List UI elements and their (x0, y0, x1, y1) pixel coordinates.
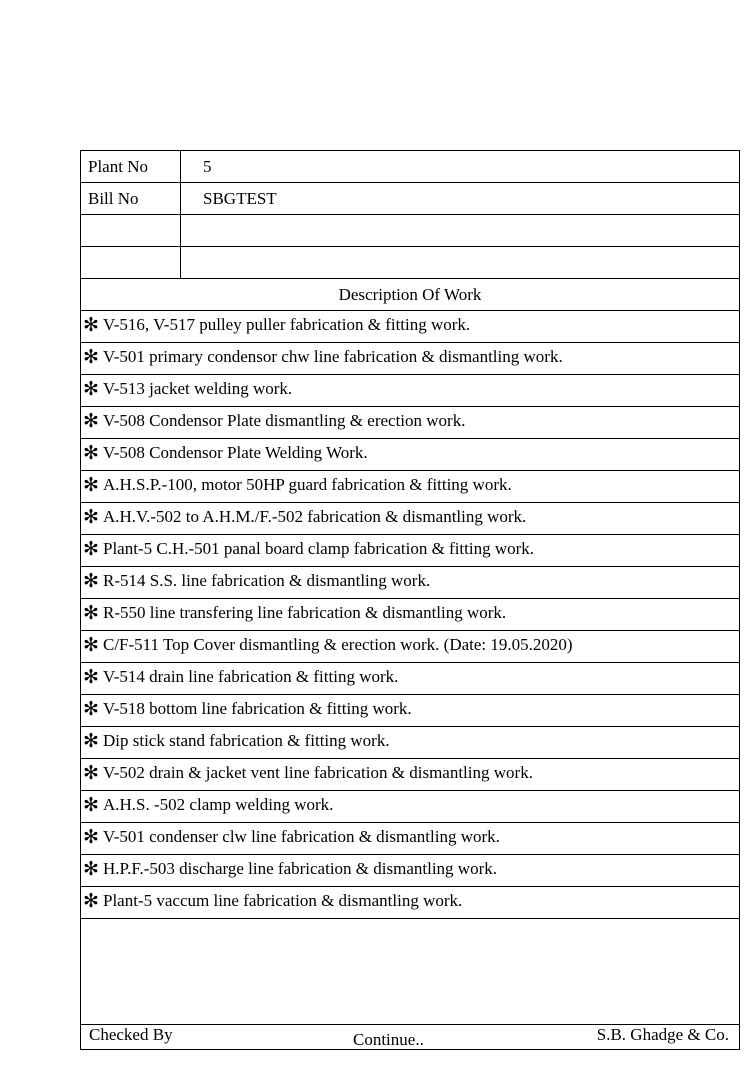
asterisk-bullet-icon: ✻ (83, 410, 99, 432)
asterisk-bullet-icon: ✻ (83, 474, 99, 496)
blank-info-row-2 (81, 247, 739, 279)
company-name: S.B. Ghadge & Co. (596, 1025, 729, 1044)
asterisk-bullet-icon: ✻ (83, 506, 99, 528)
work-item (81, 759, 739, 791)
work-item-text: V-501 primary condensor chw line fabrication & dismantling work. (103, 347, 563, 366)
bill-no-value: SBGTEST (203, 189, 277, 208)
asterisk-bullet-icon: ✻ (83, 346, 99, 368)
asterisk-bullet-icon: ✻ (83, 442, 99, 464)
checked-by-label: Checked By (89, 1025, 173, 1044)
work-bill-sheet (80, 150, 740, 1050)
asterisk-bullet-icon: ✻ (83, 762, 99, 784)
work-item (81, 663, 739, 695)
work-item-text: A.H.V.-502 to A.H.M./F.-502 fabrication & dismantling work. (103, 507, 527, 526)
asterisk-bullet-icon: ✻ (83, 698, 99, 720)
blank-info-label-1 (81, 215, 181, 246)
bill-no-row (81, 183, 739, 215)
work-item-text: R-514 S.S. line fabrication & dismantling work. (103, 571, 431, 590)
bill-no-label: Bill No (81, 183, 181, 214)
asterisk-bullet-icon: ✻ (83, 602, 99, 624)
work-item (81, 695, 739, 727)
work-item (81, 631, 739, 663)
blank-info-label-2 (81, 247, 181, 278)
work-item-text: V-508 Condensor Plate dismantling & erection work. (103, 411, 466, 430)
work-item (81, 311, 739, 343)
work-item (81, 439, 739, 471)
work-item (81, 407, 739, 439)
asterisk-bullet-icon: ✻ (83, 570, 99, 592)
work-item-text: Dip stick stand fabrication & fitting work. (103, 731, 390, 750)
work-item-text: V-508 Condensor Plate Welding Work. (103, 443, 368, 462)
plant-no-value: 5 (203, 157, 212, 176)
work-item-text: V-501 condenser clw line fabrication & dismantling work. (103, 827, 500, 846)
work-item-text: Plant-5 C.H.-501 panal board clamp fabrication & fitting work. (103, 539, 535, 558)
asterisk-bullet-icon: ✻ (83, 538, 99, 560)
work-item-text: V-513 jacket welding work. (103, 379, 293, 398)
asterisk-bullet-icon: ✻ (83, 634, 99, 656)
work-item-text: A.H.S. -502 clamp welding work. (103, 795, 334, 814)
work-item-text: V-516, V-517 pulley puller fabrication & fitting work. (103, 315, 471, 334)
blank-info-row-1 (81, 215, 739, 247)
work-item (81, 375, 739, 407)
footer (81, 1024, 739, 1049)
work-item (81, 567, 739, 599)
description-heading: Description Of Work (81, 279, 739, 311)
asterisk-bullet-icon: ✻ (83, 794, 99, 816)
work-item (81, 503, 739, 535)
asterisk-bullet-icon: ✻ (83, 378, 99, 400)
work-item (81, 823, 739, 855)
work-item (81, 887, 739, 919)
work-item-text: A.H.S.P.-100, motor 50HP guard fabrication & fitting work. (103, 475, 512, 494)
continue-label: Continue.. (353, 1030, 424, 1049)
work-item-text: C/F-511 Top Cover dismantling & erection work. (Date: 19.05.2020) (103, 635, 573, 654)
work-item (81, 791, 739, 823)
work-item-text: V-518 bottom line fabrication & fitting work. (103, 699, 412, 718)
work-item (81, 727, 739, 759)
work-item (81, 471, 739, 503)
work-item (81, 343, 739, 375)
asterisk-bullet-icon: ✻ (83, 890, 99, 912)
asterisk-bullet-icon: ✻ (83, 314, 99, 336)
work-item (81, 855, 739, 887)
plant-no-label: Plant No (81, 151, 181, 182)
work-item-text: V-502 drain & jacket vent line fabrication & dismantling work. (103, 763, 533, 782)
asterisk-bullet-icon: ✻ (83, 666, 99, 688)
work-item-text: V-514 drain line fabrication & fitting work. (103, 667, 399, 686)
work-item-text: R-550 line transfering line fabrication & dismantling work. (103, 603, 507, 622)
work-item-text: H.P.F.-503 discharge line fabrication & dismantling work. (103, 859, 497, 878)
asterisk-bullet-icon: ✻ (83, 826, 99, 848)
plant-no-row (81, 151, 739, 183)
asterisk-bullet-icon: ✻ (83, 730, 99, 752)
work-item-text: Plant-5 vaccum line fabrication & dismantling work. (103, 891, 463, 910)
work-item (81, 599, 739, 631)
asterisk-bullet-icon: ✻ (83, 858, 99, 880)
work-item (81, 535, 739, 567)
